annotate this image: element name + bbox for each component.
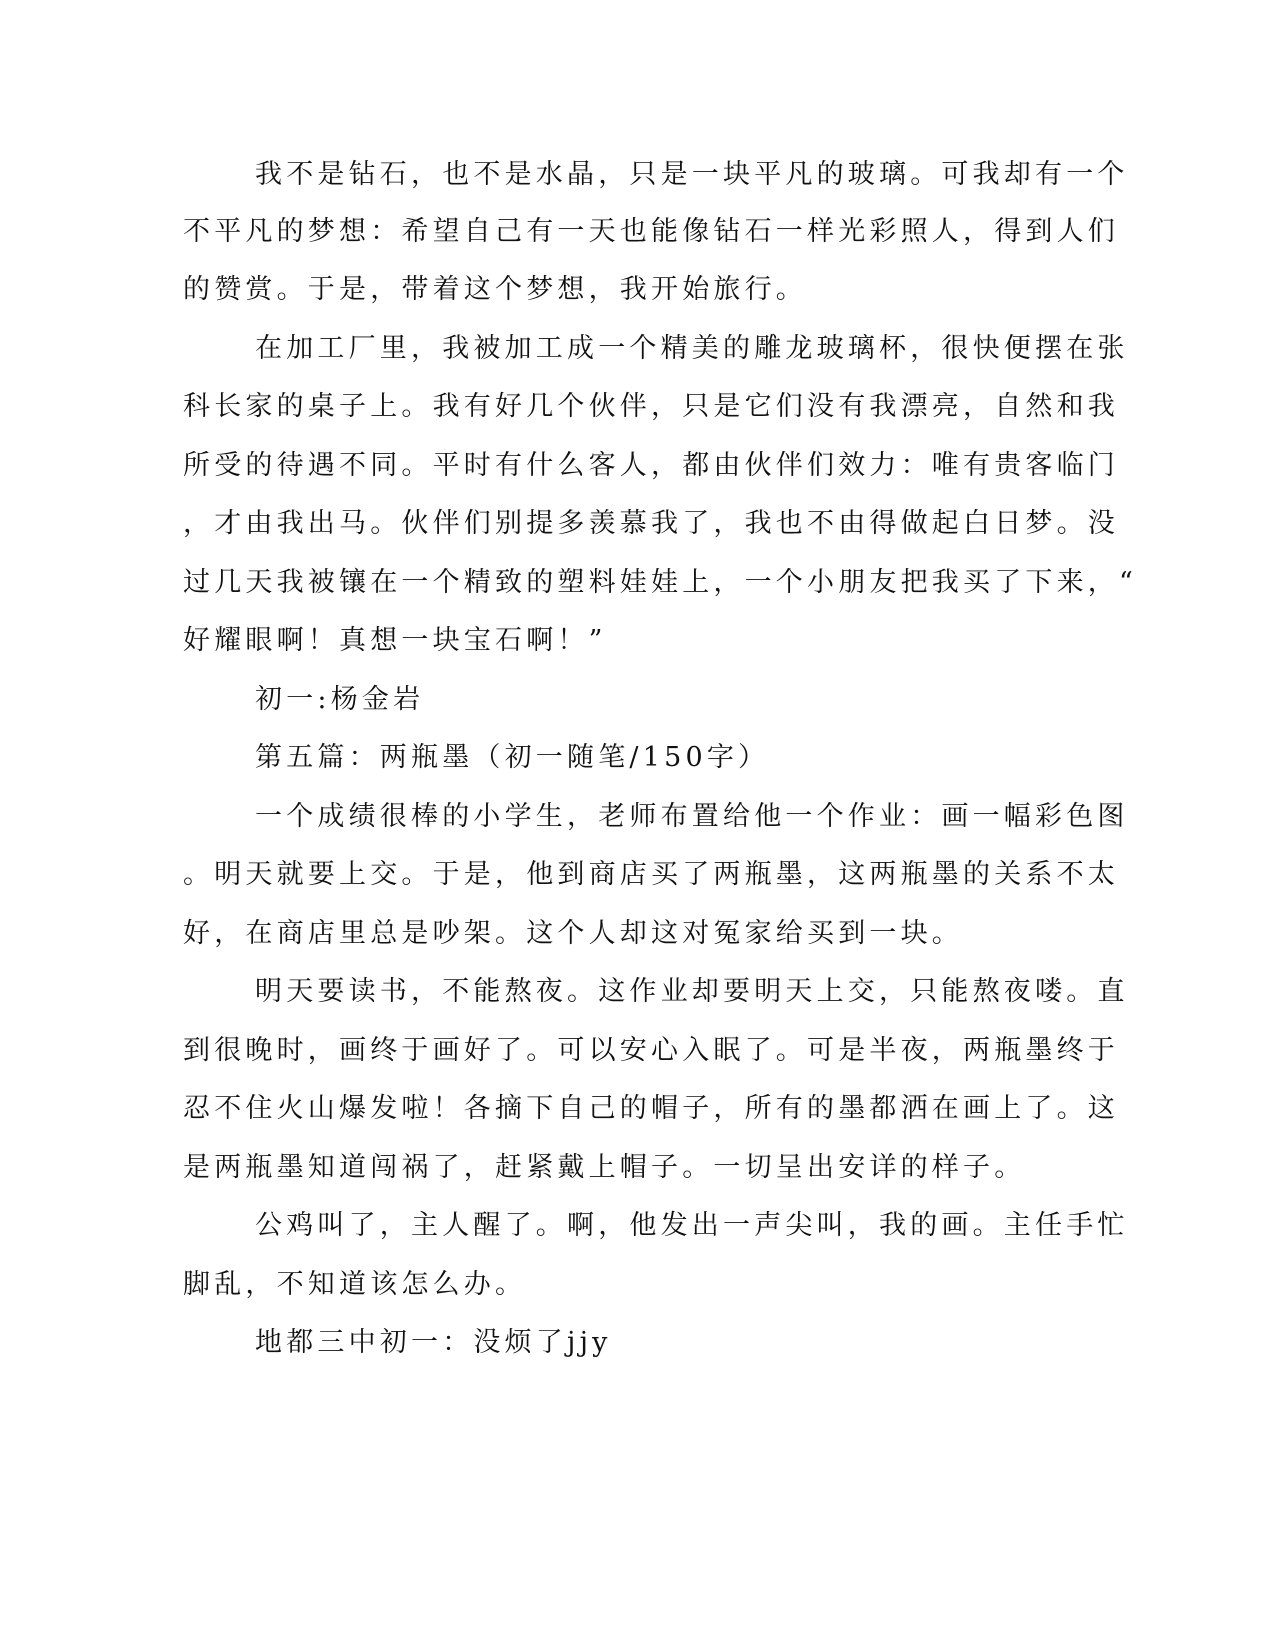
author-line: 初一:杨金岩 [255, 684, 425, 715]
text-line: 好耀眼啊！真想一块宝石啊！” [183, 625, 607, 656]
text-line: 明天要读书，不能熬夜。这作业却要明天上交，只能熬夜喽。直 [255, 976, 1129, 1007]
text-line: 过几天我被镶在一个精致的塑料娃娃上，一个小朋友把我买了下来，“ [183, 567, 1138, 598]
section-heading: 第五篇：两瓶墨（初一随笔/150字） [255, 742, 770, 773]
text-line: 忍不住火山爆发啦！各摘下自己的帽子，所有的墨都洒在画上了。这 [183, 1093, 1119, 1124]
text-line: 公鸡叫了，主人醒了。啊，他发出一声尖叫，我的画。主任手忙 [255, 1210, 1129, 1241]
text-line: 好，在商店里总是吵架。这个人却这对冤家给买到一块。 [183, 918, 963, 949]
text-line: ，才由我出马。伙伴们别提多羡慕我了，我也不由得做起白日梦。没 [183, 508, 1119, 539]
text-line: 是两瓶墨知道闯祸了，赶紧戴上帽子。一切呈出安详的样子。 [183, 1152, 1026, 1183]
text-line: 一个成绩很棒的小学生，老师布置给他一个作业：画一幅彩色图 [255, 801, 1129, 832]
text-line: 所受的待遇不同。平时有什么客人，都由伙伴们效力：唯有贵客临门 [183, 450, 1119, 481]
author-line: 地都三中初一：没烦了jjy [255, 1327, 612, 1358]
text-line: 到很晚时，画终于画好了。可以安心入眠了。可是半夜，两瓶墨终于 [183, 1035, 1119, 1066]
text-line: 的赞赏。于是，带着这个梦想，我开始旅行。 [183, 274, 807, 305]
text-line: 在加工厂里，我被加工成一个精美的雕龙玻璃杯，很快便摆在张 [255, 333, 1129, 364]
text-line: 我不是钻石，也不是水晶，只是一块平凡的玻璃。可我却有一个 [255, 159, 1129, 190]
text-line: 脚乱，不知道该怎么办。 [183, 1269, 527, 1300]
text-line: 不平凡的梦想：希望自己有一天也能像钻石一样光彩照人，得到人们 [183, 216, 1119, 247]
text-line: 科长家的桌子上。我有好几个伙伴，只是它们没有我漂亮，自然和我 [183, 391, 1119, 422]
text-line: 。明天就要上交。于是，他到商店买了两瓶墨，这两瓶墨的关系不太 [183, 859, 1119, 890]
